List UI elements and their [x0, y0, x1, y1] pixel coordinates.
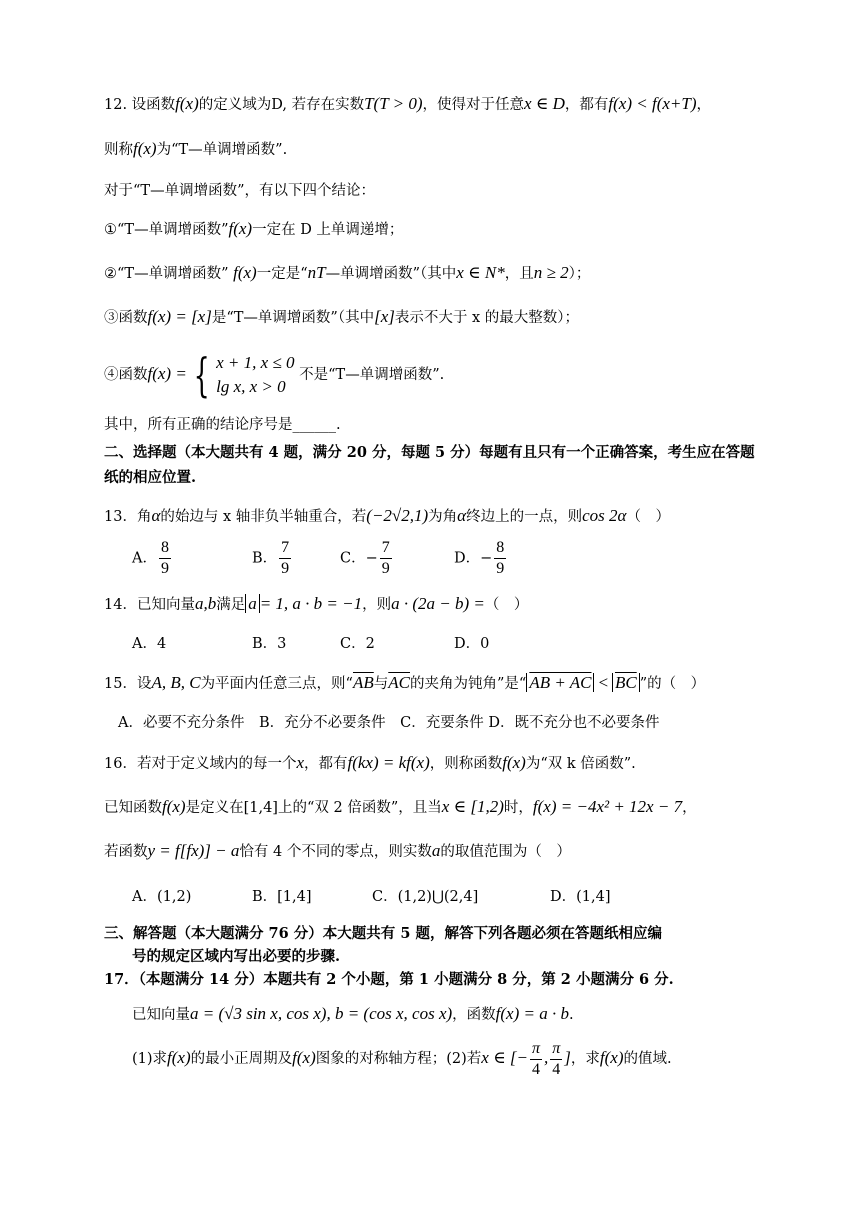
q14-option-c[interactable]: C．2 [340, 636, 375, 652]
math: f(x) [162, 797, 186, 816]
math: f(x) [502, 753, 526, 772]
denominator: 9 [381, 560, 390, 577]
option-label: C． [340, 550, 366, 567]
numerator: 7 [279, 538, 291, 559]
text: 则称 [104, 142, 133, 158]
text: 终边上的一点，则 [466, 509, 583, 525]
math: f(x) = −4x² + 12x − 7 [532, 797, 683, 816]
text: 的值域. [623, 1051, 672, 1067]
text: ，都有 [564, 97, 609, 113]
text: 一定是“ [256, 266, 308, 282]
text: ，使得对于任意 [422, 97, 524, 113]
math: f(x) < f(x+T) [608, 94, 697, 113]
brace-glyph: { [193, 348, 210, 402]
q16-option-a[interactable]: A．(1,2) [132, 889, 192, 905]
text: 14．已知向量 [104, 597, 195, 613]
math: T(T > 0) [364, 94, 423, 113]
math: , [544, 1048, 549, 1067]
text: 为“双 k 倍函数”. [525, 756, 636, 772]
q14-option-b[interactable]: B．3 [252, 636, 287, 652]
text: 图象的对称轴方程；(2)若 [315, 1051, 482, 1067]
q12-conclusion-3 [104, 306, 579, 329]
denominator: 9 [281, 560, 290, 577]
q13-option-a[interactable] [132, 538, 173, 579]
option-label: B． [252, 550, 278, 567]
section-3-heading-line2 [132, 946, 340, 968]
math: y = f[fx)] − a [147, 841, 240, 860]
math: a [245, 594, 260, 613]
math: a,b [194, 594, 217, 613]
text: ， [696, 97, 711, 113]
option-sign: − [365, 550, 378, 567]
text: ，函数 [452, 1007, 496, 1023]
text: 一定在 D 上单调递增； [252, 222, 404, 238]
math: x ∈ D [524, 94, 565, 113]
text: 满足 [216, 597, 246, 613]
text: 其中，所有正确的结论序号是______. [104, 417, 341, 433]
q16-option-d[interactable]: D．(1,4] [550, 889, 611, 905]
q13-option-c[interactable] [340, 538, 394, 579]
math: x [296, 753, 304, 772]
math: cos 2α [582, 506, 627, 525]
section-2-heading-line1 [104, 442, 755, 464]
section-3-heading-line1 [104, 923, 662, 945]
math: x ∈ [− [481, 1048, 528, 1067]
math: [x] [374, 307, 395, 326]
text: 15．设 [104, 676, 152, 692]
math: a · (2a − b) = [391, 594, 485, 613]
math: a = (√3 sin x, cos x), b = (cos x, cos x) [190, 1004, 453, 1023]
fraction [380, 538, 392, 579]
text: ③函数 [104, 310, 148, 326]
text: 的取值范围为（ ） [440, 844, 571, 860]
vector-math: AB + AC [526, 673, 594, 692]
denominator: 4 [552, 1060, 561, 1078]
q15-options [118, 712, 659, 734]
text: 为“T—单调增函数”. [156, 142, 288, 158]
text: 的夹角为钝角”是“ [410, 676, 527, 692]
text: 13．角 [104, 509, 152, 525]
numerator: 7 [380, 538, 392, 559]
text: 12. 设函数 [104, 97, 176, 113]
q12-answer [104, 414, 341, 436]
option-label: D． [454, 550, 481, 567]
q14-stem [104, 593, 528, 616]
text: ，则 [362, 597, 392, 613]
denominator: 4 [532, 1060, 540, 1078]
vector-math: $\overline{AC}$ [388, 673, 410, 692]
math: f(x) [228, 219, 253, 238]
math: n ≥ 2 [533, 263, 569, 282]
text: 16．若对于定义域内的每一个 [104, 756, 297, 772]
q17-heading [104, 969, 674, 991]
math: A, B, C [151, 673, 201, 692]
text: ①“T—单调增函数” [104, 222, 229, 238]
math: f(x) [167, 1048, 191, 1067]
text: 若函数 [104, 844, 148, 860]
q12-conclusion-1 [104, 218, 403, 241]
text: 号的规定区域内写出必要的步骤. [132, 948, 341, 965]
text: （ ） [484, 597, 529, 613]
math: f(x) = a · b [495, 1004, 569, 1023]
math: = 1, a · b = −1 [259, 594, 363, 613]
text: ，都有 [304, 756, 348, 772]
q16-option-b[interactable]: B．[1,4] [252, 889, 312, 905]
text: 已知函数 [104, 800, 162, 816]
text: （ ） [626, 509, 670, 525]
text: 为角 [428, 509, 458, 525]
text: 表示不大于 x 的最大整数）； [394, 310, 580, 326]
numerator: π [550, 1039, 562, 1060]
numerator: 8 [494, 538, 506, 559]
q12-conclusion-2 [104, 262, 590, 285]
vector-math: $\overline{BC}$ [612, 673, 640, 692]
text: ”的（ ） [639, 676, 706, 692]
q12-line2 [104, 138, 287, 161]
q15-options-text[interactable]: A．必要不充分条件 B．充分不必要条件 C．充要条件 D．既不充分也不必要条件 [118, 715, 660, 731]
text: ④函数 [104, 367, 148, 383]
text: 时， [503, 800, 533, 816]
text: ）； [568, 266, 591, 282]
case-1: x + 1, x ≤ 0 [216, 353, 295, 372]
text: (1)求 [132, 1051, 168, 1067]
text: 三、解答题（本大题满分 76 分）本大题共有 5 题，解答下列各题必须在答题纸相应编 [104, 925, 662, 942]
math: x ∈ [1,2) [441, 797, 504, 816]
text: 的始边与 x 轴非负半轴重合，若 [160, 509, 367, 525]
math: a [431, 841, 441, 860]
text: 17．（本题满分 14 分）本题共有 2 个小题，第 1 小题满分 8 分，第 2 小题满分 6 分. [104, 971, 674, 988]
text: 不是“T—单调增函数”. [299, 367, 445, 383]
text: 是“T—单调增函数”（其中 [211, 310, 375, 326]
text: 的最小正周期及 [190, 1051, 293, 1067]
q17-line2 [132, 1036, 672, 1081]
q17-line1 [132, 1003, 574, 1026]
fraction [159, 538, 171, 579]
q14-option-d[interactable]: D．0 [454, 636, 490, 652]
text: 二、选择题（本大题共有 4 题，满分 20 分，每题 5 分）每题有且只有一个正确答案，考生应在答题 [104, 444, 755, 461]
math: f(kx) = kf(x) [347, 753, 430, 772]
math: ] [564, 1048, 571, 1067]
math: f(x) = [x] [147, 307, 212, 326]
math: f(x) [133, 139, 157, 158]
text: 纸的相应位置. [104, 469, 197, 486]
text: 的定义域为D, 若存在实数 [198, 97, 365, 113]
vector-math: $\overline{AB}$ [352, 673, 374, 692]
math: f(x) [175, 94, 199, 113]
option-label: A． [132, 550, 157, 567]
numerator: π [530, 1039, 542, 1060]
q16-option-c[interactable]: C．(1,2)⋃(2,4] [372, 889, 479, 905]
math: x ∈ N* [456, 263, 505, 282]
q15-stem [104, 672, 705, 695]
text: 恰有 4 个不同的零点，则实数 [239, 844, 432, 860]
text: ， [682, 800, 697, 816]
math: f(x) [292, 1048, 316, 1067]
text: 是定义在[1,4]上的“双 2 倍函数”，且当 [185, 800, 442, 816]
fraction [530, 1039, 542, 1080]
math: α [151, 506, 161, 525]
text: ，且 [504, 266, 534, 282]
q13-option-d[interactable] [454, 538, 508, 579]
q12-line3 [104, 180, 375, 202]
text: ，则称函数 [429, 756, 503, 772]
text: ②“T—单调增函数” [104, 266, 229, 282]
q12-conclusion-4 [104, 348, 444, 401]
denominator: 9 [160, 560, 169, 577]
numerator: 8 [159, 538, 171, 559]
q14-option-a[interactable]: A．4 [132, 636, 167, 652]
text: 对于“T—单调增函数”，有以下四个结论： [104, 183, 375, 199]
option-sign: − [480, 550, 493, 567]
q13-option-b[interactable] [252, 538, 293, 579]
math: (−2√2,1) [366, 506, 429, 525]
math: nT [307, 263, 326, 282]
text: 已知向量 [132, 1007, 190, 1023]
math: α [457, 506, 467, 525]
math: < [597, 673, 609, 692]
math: f(x) [599, 1048, 624, 1067]
text: ，求 [570, 1051, 600, 1067]
fraction [279, 538, 291, 579]
case-2: lg x, x > 0 [216, 377, 286, 396]
q16-line1 [104, 752, 636, 775]
text: 为平面内任意三点，则“ [200, 676, 353, 692]
math: f(x) = [147, 364, 187, 383]
q16-line3 [104, 840, 571, 863]
denominator: 9 [496, 560, 505, 577]
text: 与 [373, 676, 389, 692]
q16-line2 [104, 796, 697, 819]
text: . [568, 1007, 574, 1023]
q13-stem [104, 505, 670, 528]
math: f(x) [233, 263, 257, 282]
text: —单调增函数”（其中 [325, 266, 457, 282]
section-2-heading-line2 [104, 467, 196, 489]
piecewise-cases [216, 351, 294, 399]
fraction [550, 1039, 562, 1080]
fraction [494, 538, 506, 579]
q12-line1 [104, 93, 711, 116]
